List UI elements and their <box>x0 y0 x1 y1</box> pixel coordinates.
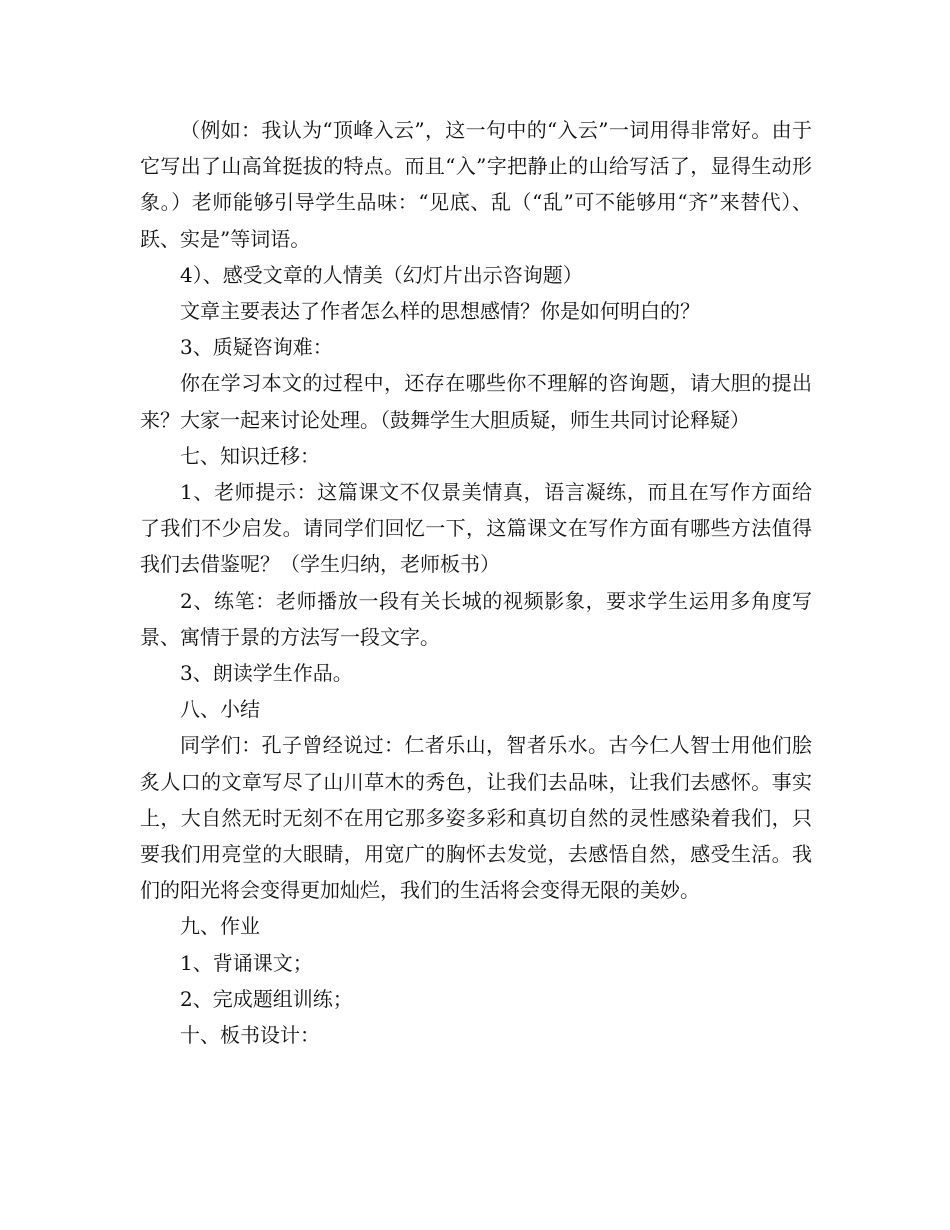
heading-summary: 八、小结 <box>180 697 260 722</box>
paragraph-section-4: 4）、感受文章的人情美（幻灯片出示咨询题） <box>180 262 583 287</box>
paragraph-questions-prompt: 你在学习本文的过程中，还存在哪些你不理解的咨询题，请大胆的提出来？大家一起来讨论处理。（鼓舞学生大胆质疑，师生共同讨论释疑） <box>140 371 812 432</box>
paragraph-teacher-hint: 1、老师提示：这篇课文不仅景美情真，语言凝练，而且在写作方面给了我们不少启发。请同学们回忆一下，这篇课文在写作方面有哪些方法值得我们去借鉴呢？（学生归纳，老师板书） <box>140 480 812 577</box>
paragraph-section-3: 3、质疑咨询难： <box>180 335 333 360</box>
document-body <box>140 112 812 1053</box>
heading-homework: 九、作业 <box>180 914 260 939</box>
heading-knowledge-transfer: 七、知识迁移： <box>180 443 320 468</box>
paragraph-read-works: 3、朗读学生作品。 <box>180 661 353 686</box>
paragraph-homework-1: 1、背诵课文； <box>180 950 313 975</box>
paragraph-summary: 同学们：孔子曾经说过：仁者乐山，智者乐水。古今仁人智士用他们脍炙人口的文章写尽了山川草木的秀色，让我们去品味，让我们去感怀。事实上，大自然无时无刻不在用它那多姿多彩和真切自然的灵性感染着我们，只要我们用亮堂的大眼睛，用宽广的胸怀去发觉，去感悟自然，感受生活。我们的阳光将会变得更加灿烂，我们的生活将会变得无限的美妙。 <box>140 733 812 903</box>
paragraph-writing-practice: 2、练笔：老师播放一段有关长城的视频影象，要求学生运用多角度写景、寓情于景的方法写一段文字。 <box>140 588 812 649</box>
heading-board-design: 十、板书设计： <box>180 1023 320 1048</box>
paragraph-question: 文章主要表达了作者怎么样的思想感情？你是如何明白的？ <box>180 299 700 324</box>
paragraph-homework-2: 2、完成题组训练； <box>180 986 353 1011</box>
paragraph-example-note: （例如：我认为“顶峰入云”，这一句中的“入云”一词用得非常好。由于它写出了山高耸挺拔的特点。而且“入”字把静止的山给写活了，显得生动形象。）老师能够引导学生品味：“见底、乱（“乱”可不能够用“齐”来替代）、跃、实是”等词语。 <box>140 118 812 251</box>
